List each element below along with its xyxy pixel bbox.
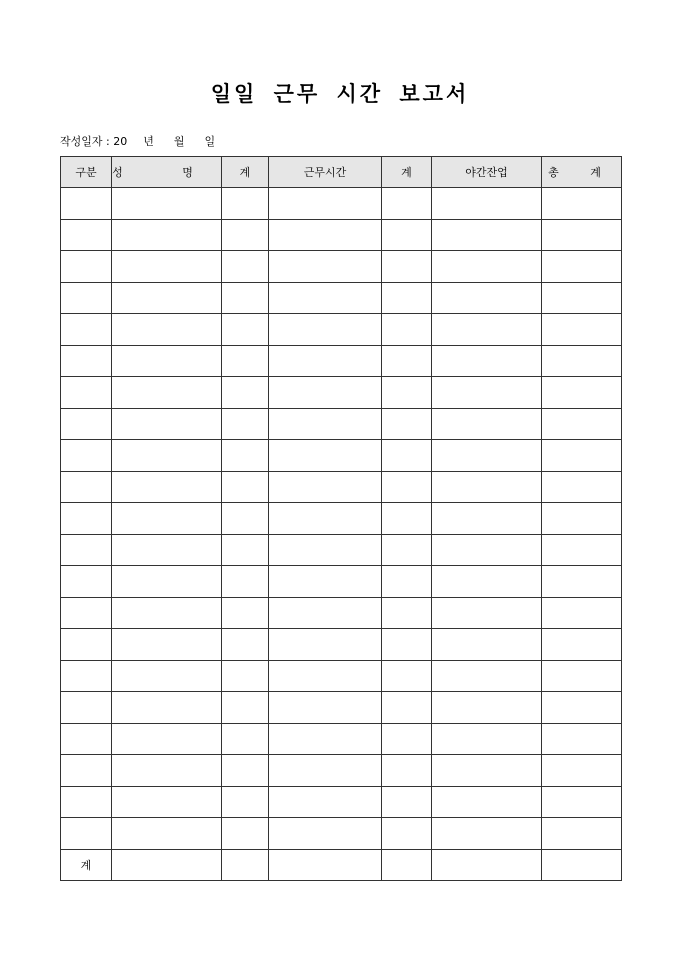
table-row — [61, 818, 622, 850]
table-cell[interactable] — [61, 188, 112, 220]
table-row — [61, 660, 622, 692]
table-cell[interactable] — [112, 471, 222, 503]
total-cell[interactable] — [542, 849, 622, 881]
table-cell[interactable] — [269, 818, 382, 850]
col-header-subtotal: 계 — [222, 157, 269, 188]
table-cell[interactable] — [222, 597, 269, 629]
table-cell[interactable] — [112, 314, 222, 346]
table-cell[interactable] — [222, 345, 269, 377]
table-cell[interactable] — [269, 377, 382, 409]
table-row — [61, 251, 622, 283]
table-cell[interactable] — [542, 471, 622, 503]
table-cell[interactable] — [432, 503, 542, 535]
table-cell[interactable] — [432, 755, 542, 787]
report-title: 일일 근무 시간 보고서 — [210, 81, 470, 106]
table-cell[interactable] — [61, 377, 112, 409]
table-cell[interactable] — [269, 566, 382, 598]
table-cell[interactable] — [542, 188, 622, 220]
table-cell[interactable] — [112, 629, 222, 661]
table-cell[interactable] — [269, 660, 382, 692]
table-cell[interactable] — [542, 503, 622, 535]
table-cell[interactable] — [112, 377, 222, 409]
table-cell[interactable] — [542, 597, 622, 629]
table-cell[interactable] — [432, 471, 542, 503]
table-cell[interactable] — [269, 219, 382, 251]
table-cell[interactable] — [61, 755, 112, 787]
table-cell[interactable] — [61, 566, 112, 598]
table-cell[interactable] — [432, 818, 542, 850]
table-cell[interactable] — [61, 219, 112, 251]
table-cell[interactable] — [112, 597, 222, 629]
date-label: 작성일자 : 20 — [60, 135, 128, 148]
table-row — [61, 629, 622, 661]
table-row — [61, 345, 622, 377]
table-row — [61, 282, 622, 314]
table-cell[interactable] — [269, 755, 382, 787]
table-cell[interactable] — [112, 282, 222, 314]
table-cell[interactable] — [222, 219, 269, 251]
table-cell[interactable] — [432, 786, 542, 818]
table-cell[interactable] — [112, 818, 222, 850]
table-cell[interactable] — [222, 314, 269, 346]
table-cell[interactable] — [61, 314, 112, 346]
table-cell[interactable] — [542, 377, 622, 409]
total-cell[interactable] — [112, 849, 222, 881]
total-row-label: 계 — [61, 849, 112, 881]
table-cell[interactable] — [112, 440, 222, 472]
table-cell[interactable] — [222, 440, 269, 472]
table-cell[interactable] — [542, 566, 622, 598]
work-hours-table — [60, 156, 622, 881]
table-cell[interactable] — [382, 377, 432, 409]
table-cell[interactable] — [382, 219, 432, 251]
table-cell[interactable] — [222, 723, 269, 755]
table-row — [61, 408, 622, 440]
table-cell[interactable] — [542, 219, 622, 251]
total-cell[interactable] — [222, 849, 269, 881]
table-cell[interactable] — [61, 597, 112, 629]
table-cell[interactable] — [269, 723, 382, 755]
table-cell[interactable] — [61, 503, 112, 535]
table-cell[interactable] — [382, 188, 432, 220]
table-row — [61, 219, 622, 251]
table-cell[interactable] — [61, 629, 112, 661]
table-cell[interactable] — [382, 818, 432, 850]
table-cell[interactable] — [382, 566, 432, 598]
table-cell[interactable] — [382, 503, 432, 535]
table-cell[interactable] — [432, 314, 542, 346]
table-cell[interactable] — [61, 660, 112, 692]
table-cell[interactable] — [382, 597, 432, 629]
table-cell[interactable] — [432, 629, 542, 661]
table-cell[interactable] — [61, 345, 112, 377]
table-cell[interactable] — [222, 692, 269, 724]
table-cell[interactable] — [222, 660, 269, 692]
table-cell[interactable] — [382, 629, 432, 661]
table-cell[interactable] — [112, 660, 222, 692]
table-row — [61, 377, 622, 409]
table-cell[interactable] — [542, 345, 622, 377]
table-cell[interactable] — [61, 251, 112, 283]
col-header-name: 성 명 — [112, 157, 222, 188]
table-cell[interactable] — [222, 755, 269, 787]
table-cell[interactable] — [542, 786, 622, 818]
day-unit: 일 — [204, 135, 216, 148]
col-header-subtotal-2: 계 — [382, 157, 432, 188]
table-cell[interactable] — [222, 629, 269, 661]
table-cell[interactable] — [269, 629, 382, 661]
table-cell[interactable] — [382, 251, 432, 283]
table-cell[interactable] — [269, 471, 382, 503]
table-cell[interactable] — [382, 534, 432, 566]
total-cell[interactable] — [269, 849, 382, 881]
table-cell[interactable] — [382, 345, 432, 377]
table-cell[interactable] — [222, 534, 269, 566]
table-row — [61, 566, 622, 598]
table-cell[interactable] — [432, 282, 542, 314]
table-cell[interactable] — [432, 251, 542, 283]
date-line — [60, 133, 215, 149]
table-cell[interactable] — [432, 597, 542, 629]
table-cell[interactable] — [269, 534, 382, 566]
table-cell[interactable] — [222, 566, 269, 598]
table-cell[interactable] — [61, 534, 112, 566]
table-cell[interactable] — [382, 660, 432, 692]
table-row — [61, 692, 622, 724]
table-cell[interactable] — [269, 314, 382, 346]
table-cell[interactable] — [432, 534, 542, 566]
table-cell[interactable] — [269, 786, 382, 818]
col-header-category: 구분 — [61, 157, 112, 188]
table-row — [61, 471, 622, 503]
table-cell[interactable] — [382, 314, 432, 346]
table-cell[interactable] — [222, 188, 269, 220]
table-cell[interactable] — [269, 282, 382, 314]
table-cell[interactable] — [432, 566, 542, 598]
table-cell[interactable] — [61, 471, 112, 503]
table-cell[interactable] — [432, 345, 542, 377]
table-cell[interactable] — [269, 188, 382, 220]
table-cell[interactable] — [61, 818, 112, 850]
table-cell[interactable] — [61, 440, 112, 472]
table-row — [61, 440, 622, 472]
table-row — [61, 314, 622, 346]
table-cell[interactable] — [382, 440, 432, 472]
table-cell[interactable] — [382, 408, 432, 440]
col-header-grand-total: 총 계 — [542, 157, 622, 188]
table-cell[interactable] — [542, 314, 622, 346]
table-cell[interactable] — [432, 692, 542, 724]
table-cell[interactable] — [222, 251, 269, 283]
table-cell[interactable] — [112, 692, 222, 724]
table-cell[interactable] — [112, 251, 222, 283]
table-row — [61, 755, 622, 787]
table-cell[interactable] — [222, 408, 269, 440]
table-cell[interactable] — [542, 660, 622, 692]
table-cell[interactable] — [382, 282, 432, 314]
month-unit: 월 — [173, 135, 185, 148]
table-cell[interactable] — [542, 755, 622, 787]
table-row — [61, 503, 622, 535]
table-cell[interactable] — [61, 282, 112, 314]
table-cell[interactable] — [382, 692, 432, 724]
table-cell[interactable] — [269, 440, 382, 472]
table-cell[interactable] — [542, 629, 622, 661]
table-cell[interactable] — [432, 188, 542, 220]
table-cell[interactable] — [112, 219, 222, 251]
table-cell[interactable] — [269, 503, 382, 535]
table-cell[interactable] — [542, 534, 622, 566]
table-cell[interactable] — [112, 408, 222, 440]
table-cell[interactable] — [222, 503, 269, 535]
table-cell[interactable] — [542, 251, 622, 283]
header-row — [61, 157, 622, 188]
table-cell[interactable] — [432, 660, 542, 692]
table-cell[interactable] — [269, 692, 382, 724]
table-cell[interactable] — [112, 786, 222, 818]
col-header-work-hours: 근무시간 — [269, 157, 382, 188]
table-cell[interactable] — [382, 755, 432, 787]
table-cell[interactable] — [269, 251, 382, 283]
table-cell[interactable] — [382, 471, 432, 503]
table-cell[interactable] — [112, 534, 222, 566]
table-row — [61, 723, 622, 755]
table-cell[interactable] — [112, 188, 222, 220]
table-cell[interactable] — [112, 503, 222, 535]
table-cell[interactable] — [222, 786, 269, 818]
table-cell[interactable] — [112, 723, 222, 755]
table-cell[interactable] — [542, 818, 622, 850]
table-row — [61, 534, 622, 566]
table-cell[interactable] — [61, 786, 112, 818]
table-cell[interactable] — [269, 597, 382, 629]
table-cell[interactable] — [382, 786, 432, 818]
table-cell[interactable] — [112, 755, 222, 787]
table-cell[interactable] — [542, 282, 622, 314]
table-cell[interactable] — [382, 723, 432, 755]
table-cell[interactable] — [269, 345, 382, 377]
table-cell[interactable] — [542, 723, 622, 755]
col-header-night-overtime: 야간잔업 — [432, 157, 542, 188]
table-cell[interactable] — [269, 408, 382, 440]
table-cell[interactable] — [112, 345, 222, 377]
table-cell[interactable] — [432, 377, 542, 409]
table-cell[interactable] — [542, 692, 622, 724]
table-cell[interactable] — [432, 408, 542, 440]
table-cell[interactable] — [61, 723, 112, 755]
table-cell[interactable] — [432, 723, 542, 755]
total-row — [61, 849, 622, 881]
table-cell[interactable] — [222, 377, 269, 409]
table-cell[interactable] — [222, 818, 269, 850]
year-unit: 년 — [143, 135, 154, 148]
table-cell[interactable] — [432, 219, 542, 251]
table-cell[interactable] — [432, 440, 542, 472]
table-cell[interactable] — [222, 282, 269, 314]
table-cell[interactable] — [61, 408, 112, 440]
table-row — [61, 188, 622, 220]
table-row — [61, 597, 622, 629]
table-cell[interactable] — [542, 408, 622, 440]
table-cell[interactable] — [112, 566, 222, 598]
total-cell[interactable] — [382, 849, 432, 881]
table-cell[interactable] — [222, 471, 269, 503]
table-cell[interactable] — [61, 692, 112, 724]
total-cell[interactable] — [432, 849, 542, 881]
table-row — [61, 786, 622, 818]
table-cell[interactable] — [542, 440, 622, 472]
